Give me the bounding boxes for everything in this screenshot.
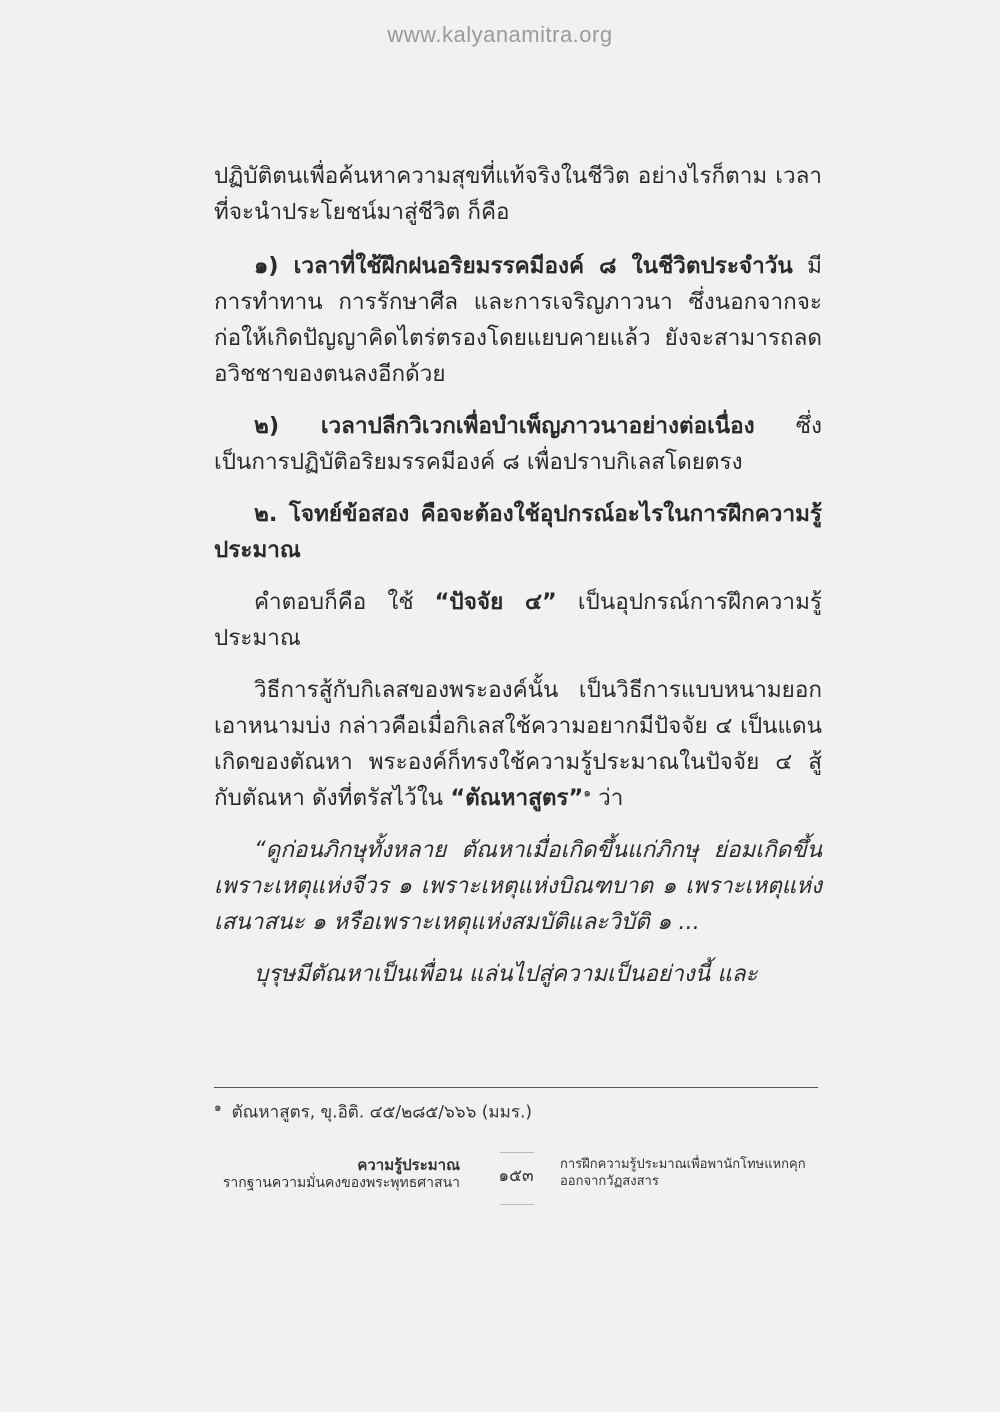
item-2-text: ซึ่งเป็นการปฏิบัติอริยมรรคมีองค์ ๘ เพื่อปราบกิเลสโดยตรง bbox=[214, 413, 822, 475]
answer-text-end: เป็นอุปกรณ์การฝึกความรู้ประมาณ bbox=[214, 589, 822, 651]
quote-paragraph-1: “ดูก่อนภิกษุทั้งหลาย ตัณหาเมื่อเกิดขึ้นแก่ภิกษุ ย่อมเกิดขึ้นเพราะเหตุแห่งจีวร ๑ เพราะเหตุแห่งบิณฑบาต ๑ เพราะเหตุแห่งเสนาสนะ ๑ หรือเพราะเหตุแห่งสมบัติและวิบัติ ๑ ... bbox=[214, 837, 822, 935]
footer-book-subtitle: รากฐานความมั่นคงของพระพุทธศาสนา bbox=[222, 1175, 460, 1191]
footnote-divider bbox=[214, 1087, 818, 1088]
footer-chapter-line-1: การฝึกความรู้ประมาณเพื่อพานักโทษแหกคุก bbox=[560, 1157, 806, 1172]
paragraph-3 bbox=[214, 408, 822, 480]
sutta-name: “ตัณหาสูตร” bbox=[450, 785, 584, 811]
page-number: ๑๕๓ bbox=[498, 1166, 534, 1186]
item-1-text: มีการทำทาน การรักษาศีล และการเจริญภาวนา ซึ่งนอกจากจะก่อให้เกิดปัญญาคิดไตร่ตรองโดยแยบคายแล้ว ยังจะสามารถลดอวิชชาของตนลงอีกด้วย bbox=[214, 253, 822, 387]
question-2-heading: ๒. โจทย์ข้อสอง คือจะต้องใช้อุปกรณ์อะไรในการฝึกความรู้ประมาณ bbox=[214, 501, 822, 563]
paragraph-6 bbox=[214, 672, 822, 816]
four-requisites-term: “ปัจจัย ๔” bbox=[434, 589, 557, 615]
footer-chapter-info bbox=[560, 1156, 806, 1190]
footnote-marker[interactable]: ๑ bbox=[583, 785, 591, 800]
method-text: วิธีการสู้กับกิเลสของพระองค์นั้น เป็นวิธีการแบบหนามยอกเอาหนามบ่ง กล่าวคือเมื่อกิเลสใช้ความอยากมีปัจจัย ๔ เป็นแดนเกิดของตัณหา พระองค์ก็ทรงใช้ความรู้ประมาณในปัจจัย ๔ สู้กับตัณหา ดังที่ตรัสไว้ใน bbox=[214, 677, 822, 811]
quote-paragraph-2: บุรุษมีตัณหาเป็นเพื่อน แล่นไปสู่ความเป็นอย่างนี้ และ bbox=[254, 961, 758, 987]
item-1-title: ๑) เวลาที่ใช้ฝึกฝนอริยมรรคมีองค์ ๘ ในชีวิตประจำวัน bbox=[254, 253, 793, 279]
footer-book-info bbox=[223, 1156, 460, 1192]
site-watermark: www.kalyanamitra.org bbox=[387, 22, 613, 47]
footer-book-title: ความรู้ประมาณ bbox=[357, 1156, 460, 1174]
answer-text: คำตอบก็คือ ใช้ bbox=[254, 589, 435, 615]
footnote-number: ๑ bbox=[214, 1100, 222, 1114]
footer-chapter-line-2: ออกจากวัฏสงสาร bbox=[560, 1174, 659, 1189]
footnote bbox=[214, 1098, 818, 1126]
ornament-top bbox=[500, 1152, 534, 1153]
paragraph-5 bbox=[214, 584, 822, 656]
paragraph-1: ปฏิบัติตนเพื่อค้นหาความสุขที่แท้จริงในชีวิต อย่างไรก็ตาม เวลาที่จะนำประโยชน์มาสู่ชีวิต ก็คือ bbox=[214, 163, 822, 225]
body-text bbox=[214, 158, 822, 1008]
item-2-title: ๒) เวลาปลีกวิเวกเพื่อบำเพ็ญภาวนาอย่างต่อเนื่อง bbox=[254, 413, 755, 439]
paragraph-2 bbox=[214, 248, 822, 392]
footnote-text: ตัณหาสูตร, ขุ.อิติ. ๔๕/๒๘๕/๖๖๖ (มมร.) bbox=[231, 1102, 532, 1123]
ornament-bottom bbox=[500, 1204, 534, 1205]
method-text-end: ว่า bbox=[590, 785, 624, 811]
page-footer bbox=[214, 1150, 818, 1210]
